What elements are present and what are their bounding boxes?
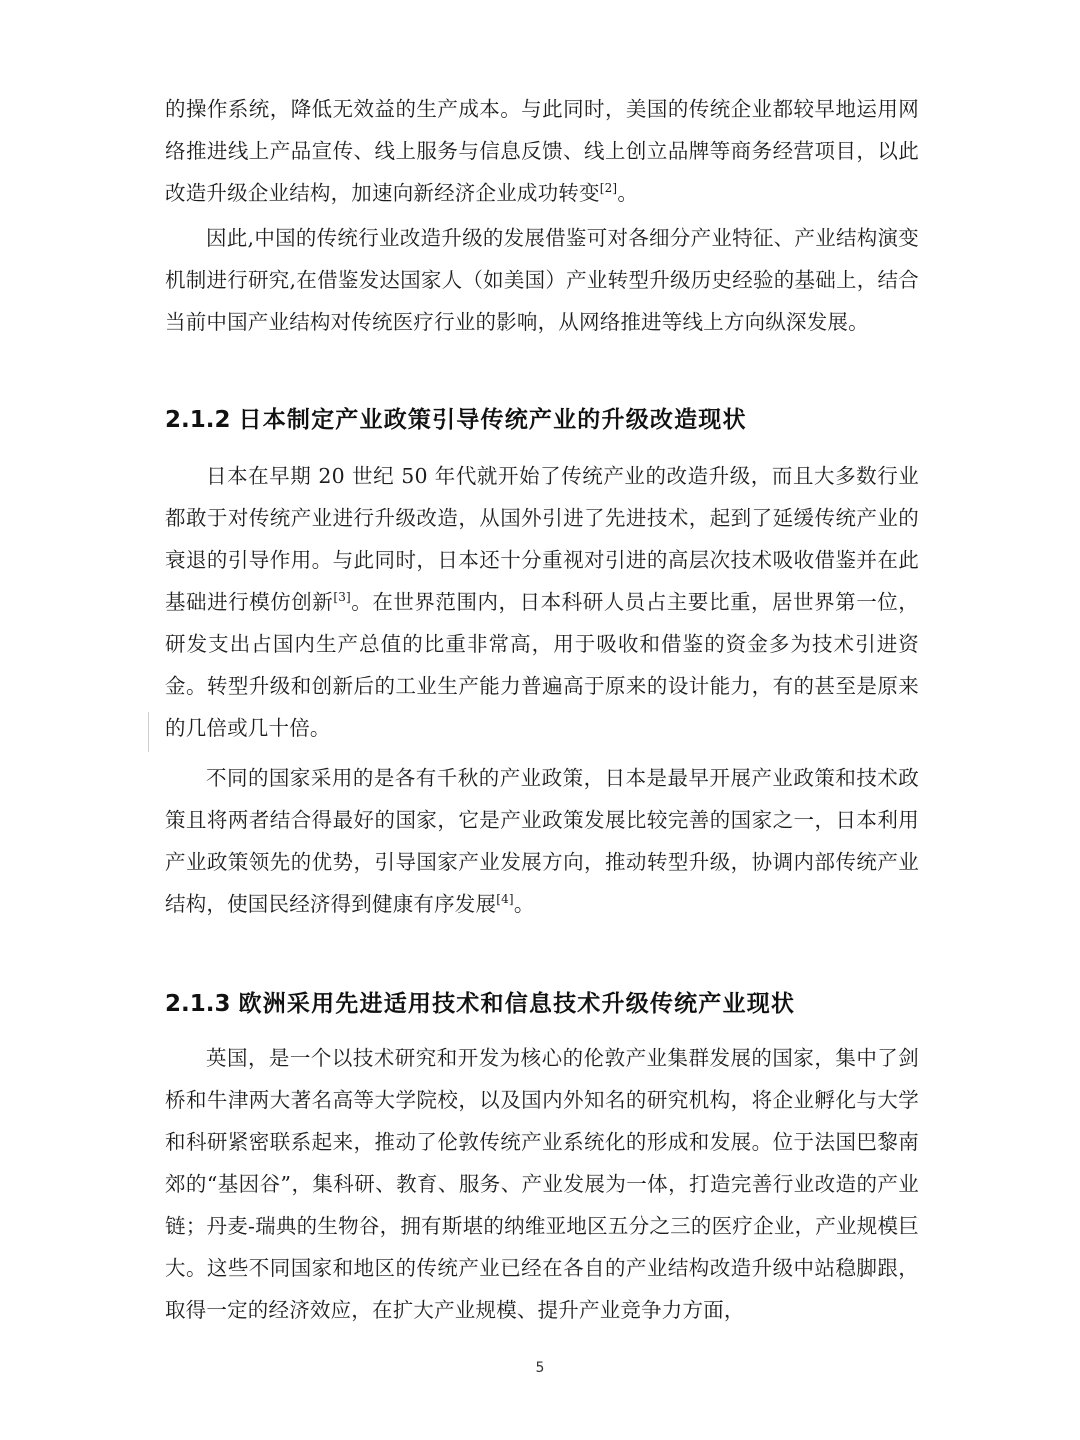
paragraph-japan-policy: 不同的国家采用的是各有千秋的产业政策，日本是最早开展产业政策和技术政策且将两者结合得最好的国家，它是产业政策发展比较完善的国家之一，日本利用产业政策领先的优势，引导国家产业发展方向，推动转型升级，协调内部传统产业结构，使国民经济得到健康有序发展[4]。 [165, 766, 919, 916]
citation-2: [2] [599, 181, 618, 196]
section-title: 日本制定产业政策引导传统产业的升级改造现状 [238, 407, 747, 433]
paragraph-china-reference: 因此,中国的传统行业改造升级的发展借鉴可对各细分产业特征、产业结构演变机制进行研究,在借鉴发达国家人（如美国）产业转型升级历史经验的基础上，结合当前中国产业结构对传统医疗行业的影响，从网络推进等线上方向纵深发展。 [165, 226, 919, 334]
section-heading-2-1-3 [165, 984, 919, 1024]
paragraph-us-continued: 的操作系统，降低无效益的生产成本。与此同时，美国的传统企业都较早地运用网络推进线上产品宣传、线上服务与信息反馈、线上创立品牌等商务经营项目，以此改造升级企业结构，加速向新经济企业成功转变[2]。 [165, 97, 919, 205]
section-number: 2.1.2 [165, 407, 231, 433]
page-number: 5 [535, 1360, 545, 1376]
citation-4: [4] [496, 892, 514, 907]
margin-mark [148, 712, 149, 752]
paragraph-europe: 英国，是一个以技术研究和开发为核心的伦敦产业集群发展的国家，集中了剑桥和牛津两大著名高等大学院校，以及国内外知名的研究机构，将企业孵化与大学和科研紧密联系起来，推动了伦敦传统产业系统化的形成和发展。位于法国巴黎南郊的“基因谷”，集科研、教育、服务、产业发展为一体，打造完善行业改造的产业链；丹麦-瑞典的生物谷，拥有斯堪的纳维亚地区五分之三的医疗企业，产业规模巨大。这些不同国家和地区的传统产业已经在各自的产业结构改造升级中站稳脚跟，取得一定的经济效应，在扩大产业规模、提升产业竞争力方面， [165, 1046, 919, 1322]
section-title: 欧洲采用先进适用技术和信息技术升级传统产业现状 [238, 991, 796, 1017]
section-number: 2.1.3 [165, 991, 231, 1017]
section-heading-2-1-2 [165, 400, 919, 440]
paragraph-japan-upgrade: 日本在早期 20 世纪 50 年代就开始了传统产业的改造升级，而且大多数行业都敢于对传统产业进行升级改造，从国外引进了先进技术，起到了延缓传统产业的衰退的引导作用。与此同时，日本还十分重视对引进的高层次技术吸收借鉴并在此基础进行模仿创新[3]。在世界范围内，日本科研人员占主要比重，居世界第一位，研发支出占国内生产总值的比重非常高，用于吸收和借鉴的资金多为技术引进资金。转型升级和创新后的工业生产能力普遍高于原来的设计能力，有的甚至是原来的几倍或几十倍。 [165, 464, 919, 740]
citation-3: [3] [333, 590, 351, 605]
